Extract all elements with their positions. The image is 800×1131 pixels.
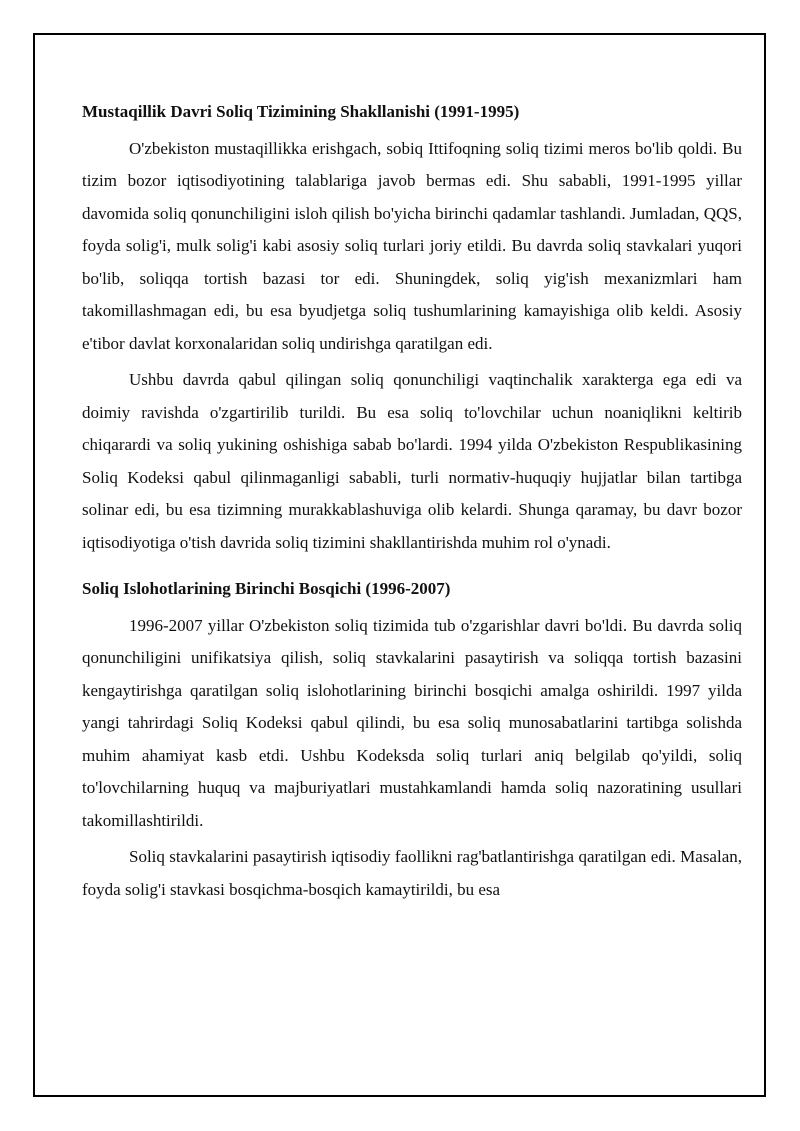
paragraph: Soliq stavkalarini pasaytirish iqtisodiy faollikni rag'batlantirishga qaratilgan edi. Masalan, foyda solig'i stavkasi bosqichma-bosqich kamaytirildi, bu esa <box>82 847 742 899</box>
paragraph: O'zbekiston mustaqillikka erishgach, sobiq Ittifoqning soliq tizimi meros bo'lib qoldi. Bu tizim bozor iqtisodiyotining talablariga javob bermas edi. Shu sababli, 1991-1995 yillar davomida soliq qonunchiligini isloh qilish bo'yicha birinchi qadamlar tashlandi. Jumladan, QQS, foyda solig'i, mulk solig'i kabi asosiy soliq turlari joriy etildi. Bu davrda soliq stavkalari yuqori bo'lib, soliqqa tortish bazasi tor edi. Shuningdek, soliq yig'ish mexanizmlari ham takomillashmagan edi, bu esa byudjetga soliq tushumlarining kamayishiga olib keldi. Asosiy e'tibor davlat korxonalaridan soliq undirishga qaratilgan edi. <box>82 138 742 353</box>
document-body <box>82 96 742 910</box>
paragraph: 1996-2007 yillar O'zbekiston soliq tizimida tub o'zgarishlar davri bo'ldi. Bu davrda soliq qonunchiligini unifikatsiya qilish, soliq stavkalarini pasaytirish va soliqqa tortish bazasini kengaytirishga qaratilgan soliq islohotlarining birinchi bosqichi amalga oshirildi. 1997 yilda yangi tahrirdagi Soliq Kodeksi qabul qilindi, bu esa soliq munosabatlarini tartibga solishda muhim ahamiyat kasb etdi. Ushbu Kodeksda soliq turlari aniq belgilab qo'yildi, soliq to'lovchilarning huquq va majburiyatlari mustahkamlandi hamda soliq nazoratining usullari takomillashtirildi. <box>82 615 742 830</box>
section-heading-1996-2007: Soliq Islohotlarining Birinchi Bosqichi (1996-2007) <box>82 579 451 598</box>
section-heading-1991-1995: Mustaqillik Davri Soliq Tizimining Shakllanishi (1991-1995) <box>82 102 520 121</box>
paragraph: Ushbu davrda qabul qilingan soliq qonunchiligi vaqtinchalik xarakterga ega edi va doimiy ravishda o'zgartirilib turildi. Bu esa soliq to'lovchilar uchun noaniqlikni keltirib chiqarardi va soliq yukining oshishiga sabab bo'lardi. 1994 yilda O'zbekiston Respublikasining Soliq Kodeksi qabul qilinmaganligi sababli, turli normativ-huquqiy hujjatlar bilan tartibga solinar edi, bu esa tizimning murakkablashuviga olib kelardi. Shunga qaramay, bu davr bozor iqtisodiyotiga o'tish davrida soliq tizimini shakllantirishda muhim rol o'ynadi. <box>82 370 742 552</box>
